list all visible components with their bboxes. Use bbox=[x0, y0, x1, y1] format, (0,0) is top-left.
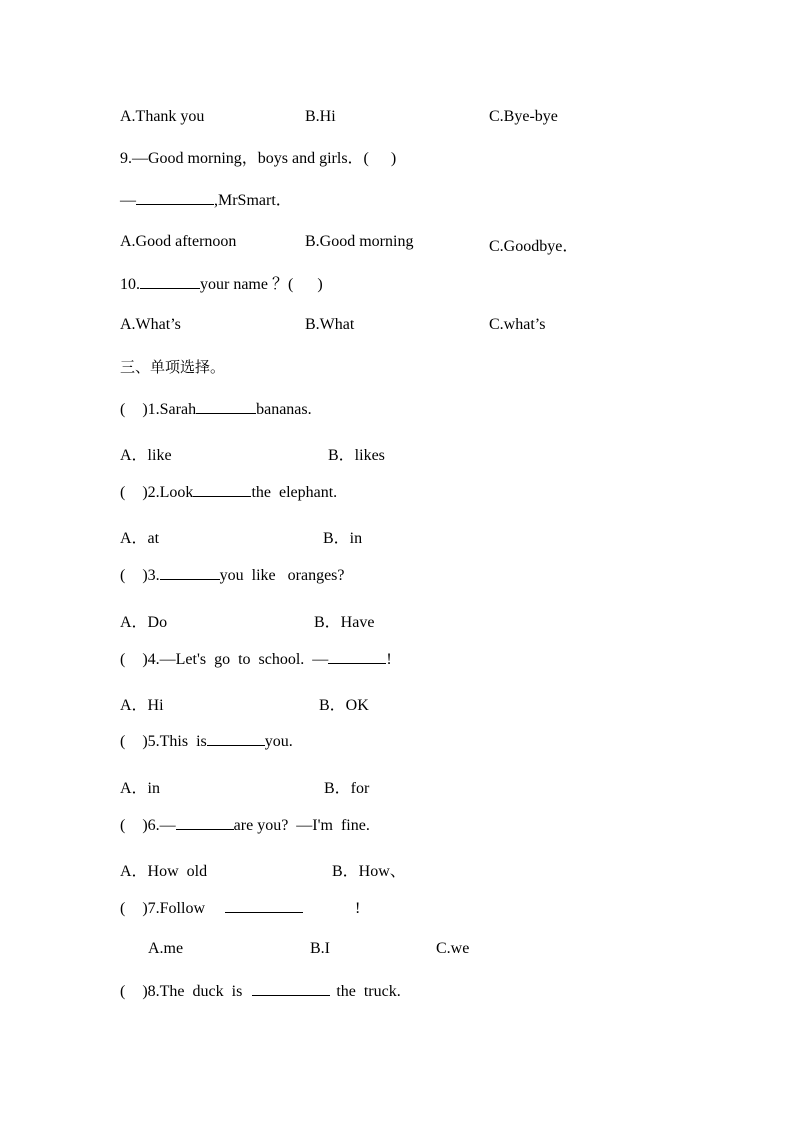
answer-paren-open: ( bbox=[120, 733, 126, 750]
answer-blank[interactable] bbox=[207, 745, 265, 746]
answer-paren-close: ) bbox=[142, 983, 148, 1000]
question-number: 8. bbox=[147, 983, 160, 1000]
question-5 bbox=[120, 732, 293, 752]
question-text: The duck is bbox=[159, 983, 243, 1000]
question-6 bbox=[120, 816, 370, 836]
question-number: 3. bbox=[147, 567, 160, 584]
option-a: A．How old bbox=[120, 863, 208, 880]
answer-paren-open: ( bbox=[120, 983, 126, 1000]
option-c: C.we bbox=[436, 940, 470, 957]
answer-paren-open: ( bbox=[120, 651, 126, 668]
question-text: Follow bbox=[159, 900, 205, 917]
option-a: A．Do bbox=[120, 614, 168, 631]
answer-blank[interactable] bbox=[328, 663, 386, 664]
answer-paren-close: ) bbox=[142, 733, 148, 750]
option-a: A.What’s bbox=[120, 316, 181, 333]
question-text: ! bbox=[355, 900, 361, 917]
option-a: A.Good afternoon bbox=[120, 233, 237, 250]
question-text: your name ？( bbox=[200, 276, 294, 293]
section-heading: 三、单项选择。 bbox=[120, 358, 226, 376]
question-9 bbox=[120, 149, 396, 169]
question-10 bbox=[120, 275, 323, 295]
question-text: are you? —I'm fine. bbox=[233, 817, 370, 834]
answer-blank[interactable] bbox=[176, 829, 234, 830]
option-a: A．at bbox=[120, 530, 160, 547]
answer-paren-close: ) bbox=[142, 484, 148, 501]
option-b: B．for bbox=[324, 780, 370, 797]
question-number: 6. bbox=[147, 817, 160, 834]
question-text: the elephant. bbox=[251, 484, 338, 501]
question-2 bbox=[120, 483, 337, 503]
dash: — bbox=[120, 192, 136, 209]
question-number: 5. bbox=[147, 733, 160, 750]
question-4 bbox=[120, 650, 392, 670]
question-text: ! bbox=[386, 651, 392, 668]
answer-paren-open: ( bbox=[120, 484, 126, 501]
option-c: C.Goodbye． bbox=[489, 238, 579, 255]
answer-paren-close: ) bbox=[142, 567, 148, 584]
option-b: B．How、 bbox=[332, 863, 406, 880]
option-c: C.Bye-bye bbox=[489, 108, 558, 125]
option-a: A.Thank you bbox=[120, 108, 205, 125]
option-b: B．Have bbox=[314, 614, 375, 631]
answer-blank[interactable] bbox=[140, 288, 200, 289]
answer-paren-close: ) bbox=[142, 401, 148, 418]
question-text: the truck. bbox=[336, 983, 401, 1000]
answer-paren-close: ) bbox=[142, 817, 148, 834]
option-b: B.Good morning bbox=[305, 233, 414, 250]
option-b: B．likes bbox=[328, 447, 385, 464]
answer-paren-close: ) bbox=[317, 276, 323, 293]
answer-paren-open: ( bbox=[120, 401, 126, 418]
question-3 bbox=[120, 566, 345, 586]
question-number: 7. bbox=[147, 900, 160, 917]
question-number: 2. bbox=[147, 484, 160, 501]
question-text: you like oranges? bbox=[219, 567, 345, 584]
option-a: A．Hi bbox=[120, 697, 164, 714]
answer-paren-close: ) bbox=[142, 651, 148, 668]
option-b: B.Hi bbox=[305, 108, 336, 125]
question-number: 4. bbox=[147, 651, 160, 668]
option-a: A．in bbox=[120, 780, 161, 797]
question-number: 9. bbox=[120, 150, 132, 167]
answer-blank[interactable] bbox=[225, 912, 303, 913]
question-text: — bbox=[159, 817, 176, 834]
question-7 bbox=[120, 899, 360, 919]
question-text: you. bbox=[264, 733, 293, 750]
option-c: C.what’s bbox=[489, 316, 546, 333]
answer-blank[interactable] bbox=[193, 496, 251, 497]
option-a: A.me bbox=[148, 940, 184, 957]
question-number: 10. bbox=[120, 276, 140, 293]
answer-blank[interactable] bbox=[160, 579, 220, 580]
answer-paren-close: ) bbox=[142, 900, 148, 917]
option-b: B.I bbox=[310, 940, 330, 957]
option-b: B．OK bbox=[319, 697, 369, 714]
answer-blank[interactable] bbox=[136, 204, 214, 205]
question-8 bbox=[120, 982, 401, 1002]
answer-blank[interactable] bbox=[252, 995, 330, 996]
answer-paren-open: ( bbox=[120, 817, 126, 834]
question-text: bananas. bbox=[256, 401, 312, 418]
answer-paren-open: ( bbox=[120, 567, 126, 584]
option-b: B．in bbox=[323, 530, 363, 547]
question-text: Look bbox=[159, 484, 194, 501]
answer-blank[interactable] bbox=[196, 413, 256, 414]
question-text: —Let's go to school. — bbox=[159, 651, 329, 668]
question-text: This is bbox=[159, 733, 207, 750]
question-number: 1. bbox=[147, 401, 160, 418]
question-1 bbox=[120, 400, 312, 420]
answer-text: ,MrSmart． bbox=[214, 192, 292, 209]
option-b: B.What bbox=[305, 316, 355, 333]
dash: — bbox=[132, 150, 148, 167]
question-text: Good morning，boys and girls．( bbox=[148, 150, 369, 167]
option-a: A．like bbox=[120, 447, 172, 464]
question-text: Sarah bbox=[159, 401, 197, 418]
answer-paren-open: ( bbox=[120, 900, 126, 917]
question-9-answer bbox=[120, 191, 292, 211]
answer-paren-close: ) bbox=[390, 150, 397, 167]
